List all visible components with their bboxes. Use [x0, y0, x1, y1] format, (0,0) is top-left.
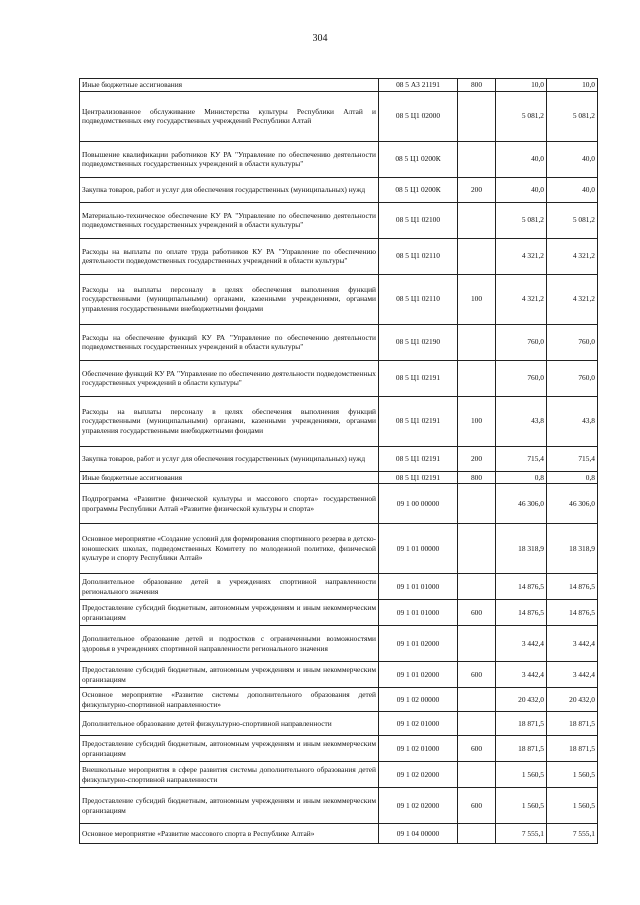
- row-amount-1: 40,0: [496, 141, 547, 177]
- table-row: [80, 762, 598, 788]
- row-code: 09 1 02 01000: [379, 712, 458, 736]
- table-row: [80, 788, 598, 824]
- row-code: 08 5 Ц1 0200К: [379, 141, 458, 177]
- table-row: [80, 274, 598, 324]
- row-code: 08 5 Ц1 02190: [379, 324, 458, 360]
- row-amount-2: 5 081,2: [547, 202, 598, 238]
- row-expense-type: [458, 712, 496, 736]
- row-code: 09 1 01 01000: [379, 600, 458, 626]
- row-code: 09 1 01 02000: [379, 626, 458, 662]
- row-amount-1: 40,0: [496, 177, 547, 202]
- row-name: Подпрограмма «Развитие физической культуры и массового спорта» государственной программы Республики Алтай «Развитие физической культуры и спорта»: [80, 484, 379, 524]
- table-row: [80, 177, 598, 202]
- row-code: 09 1 01 02000: [379, 662, 458, 688]
- row-amount-2: 20 432,0: [547, 688, 598, 712]
- row-name: Расходы на выплаты персоналу в целях обеспечения выполнения функций государственными (муниципальными) органами, казенными учреждениями, органами управления государственными внебюджетными фондами: [80, 396, 379, 446]
- row-code: 09 1 02 01000: [379, 736, 458, 762]
- row-amount-2: 40,0: [547, 141, 598, 177]
- row-amount-2: 7 555,1: [547, 824, 598, 844]
- table-row: [80, 484, 598, 524]
- table-row: [80, 626, 598, 662]
- row-name: Расходы на выплаты персоналу в целях обеспечения выполнения функций государственными (муниципальными) органами, казенными учреждениями, органами управления государственными внебюджетными фондами: [80, 274, 379, 324]
- row-name: Предоставление субсидий бюджетным, автономным учреждениям и иным некоммерческим организациям: [80, 736, 379, 762]
- row-code: 09 1 04 00000: [379, 824, 458, 844]
- row-code: 09 1 02 00000: [379, 688, 458, 712]
- row-amount-1: 5 081,2: [496, 91, 547, 141]
- row-expense-type: [458, 91, 496, 141]
- row-expense-type: [458, 238, 496, 274]
- table-row: [80, 688, 598, 712]
- row-code: 09 1 02 02000: [379, 762, 458, 788]
- row-amount-1: 4 321,2: [496, 238, 547, 274]
- row-name: Иные бюджетные ассигнования: [80, 79, 379, 92]
- row-name: Материально-техническое обеспечение КУ РА "Управление по обеспечению деятельности подведомственных государственных учреждений в области культуры": [80, 202, 379, 238]
- row-expense-type: 200: [458, 177, 496, 202]
- row-amount-2: 40,0: [547, 177, 598, 202]
- row-expense-type: [458, 688, 496, 712]
- table-row: [80, 141, 598, 177]
- row-name: Расходы на выплаты по оплате труда работников КУ РА "Управление по обеспечению деятельности подведомственных государственных учреждений в области культуры": [80, 238, 379, 274]
- row-code: 08 5 Ц1 02191: [379, 360, 458, 396]
- table-row: [80, 524, 598, 574]
- table-row: [80, 79, 598, 92]
- row-code: 08 5 А3 21191: [379, 79, 458, 92]
- row-expense-type: 600: [458, 788, 496, 824]
- table-row: [80, 324, 598, 360]
- row-expense-type: 800: [458, 79, 496, 92]
- row-expense-type: [458, 824, 496, 844]
- row-expense-type: [458, 626, 496, 662]
- row-amount-1: 10,0: [496, 79, 547, 92]
- row-amount-2: 3 442,4: [547, 662, 598, 688]
- row-name: Внешкольные мероприятия в сфере развития системы дополнительного образования детей физкультурно-спортивной направленности: [80, 762, 379, 788]
- row-name: Централизованное обслуживание Министерства культуры Республики Алтай и подведомственных ему государственных учреждений Республики Алтай: [80, 91, 379, 141]
- row-expense-type: 100: [458, 396, 496, 446]
- row-expense-type: 600: [458, 662, 496, 688]
- table-row: [80, 238, 598, 274]
- row-name: Иные бюджетные ассигнования: [80, 471, 379, 484]
- row-amount-2: 0,8: [547, 471, 598, 484]
- table-row: [80, 471, 598, 484]
- table-row: [80, 91, 598, 141]
- row-expense-type: [458, 141, 496, 177]
- table-row: [80, 600, 598, 626]
- row-amount-1: 4 321,2: [496, 274, 547, 324]
- row-code: 08 5 Ц1 02000: [379, 91, 458, 141]
- row-name: Дополнительное образование детей и подростков с ограниченными возможностями здоровья в учреждениях спортивной направленности регионального значения: [80, 626, 379, 662]
- table-row: [80, 574, 598, 600]
- row-amount-2: 46 306,0: [547, 484, 598, 524]
- row-amount-2: 14 876,5: [547, 574, 598, 600]
- row-expense-type: 600: [458, 736, 496, 762]
- row-amount-1: 18 871,5: [496, 712, 547, 736]
- row-amount-2: 1 560,5: [547, 788, 598, 824]
- row-name: Повышение квалификации работников КУ РА "Управление по обеспечению деятельности подведомственных государственных учреждений в области культуры": [80, 141, 379, 177]
- row-code: 09 1 01 00000: [379, 524, 458, 574]
- row-amount-2: 715,4: [547, 446, 598, 471]
- row-amount-2: 1 560,5: [547, 762, 598, 788]
- row-amount-1: 0,8: [496, 471, 547, 484]
- row-code: 08 5 Ц1 02191: [379, 446, 458, 471]
- row-amount-1: 3 442,4: [496, 626, 547, 662]
- row-amount-1: 5 081,2: [496, 202, 547, 238]
- row-amount-2: 760,0: [547, 324, 598, 360]
- row-amount-2: 4 321,2: [547, 274, 598, 324]
- table-row: [80, 662, 598, 688]
- row-name: Обеспечение функций КУ РА "Управление по обеспечению деятельности подведомственных государственных учреждений в области культуры": [80, 360, 379, 396]
- table-row: [80, 824, 598, 844]
- row-code: 09 1 00 00000: [379, 484, 458, 524]
- row-code: 08 5 Ц1 02110: [379, 274, 458, 324]
- row-name: Дополнительное образование детей в учреждениях спортивной направленности регионального значения: [80, 574, 379, 600]
- row-amount-1: 20 432,0: [496, 688, 547, 712]
- row-amount-1: 3 442,4: [496, 662, 547, 688]
- row-amount-2: 10,0: [547, 79, 598, 92]
- row-name: Закупка товаров, работ и услуг для обеспечения государственных (муниципальных) нужд: [80, 446, 379, 471]
- row-expense-type: 600: [458, 600, 496, 626]
- row-amount-1: 14 876,5: [496, 574, 547, 600]
- row-code: 08 5 Ц1 02110: [379, 238, 458, 274]
- row-code: 09 1 01 01000: [379, 574, 458, 600]
- row-amount-1: 43,8: [496, 396, 547, 446]
- table-row: [80, 396, 598, 446]
- row-expense-type: [458, 324, 496, 360]
- row-amount-1: 46 306,0: [496, 484, 547, 524]
- table-row: [80, 736, 598, 762]
- row-expense-type: [458, 202, 496, 238]
- row-name: Предоставление субсидий бюджетным, автономным учреждениям и иным некоммерческим организациям: [80, 662, 379, 688]
- row-expense-type: [458, 484, 496, 524]
- row-amount-2: 14 876,5: [547, 600, 598, 626]
- row-expense-type: [458, 762, 496, 788]
- row-code: 09 1 02 02000: [379, 788, 458, 824]
- row-amount-1: 760,0: [496, 360, 547, 396]
- row-code: 08 5 Ц1 02191: [379, 471, 458, 484]
- row-amount-2: 3 442,4: [547, 626, 598, 662]
- row-amount-1: 18 871,5: [496, 736, 547, 762]
- row-amount-2: 5 081,2: [547, 91, 598, 141]
- table-row: [80, 446, 598, 471]
- page-number: 304: [312, 33, 328, 44]
- row-name: Дополнительное образование детей физкультурно-спортивной направленности: [80, 712, 379, 736]
- row-amount-2: 18 871,5: [547, 736, 598, 762]
- row-amount-2: 18 318,9: [547, 524, 598, 574]
- row-expense-type: 100: [458, 274, 496, 324]
- table-row: [80, 712, 598, 736]
- row-amount-2: 18 871,5: [547, 712, 598, 736]
- table-row: [80, 360, 598, 396]
- row-expense-type: [458, 524, 496, 574]
- row-name: Основное мероприятие «Развитие системы дополнительного образования детей физкультурно-спортивной направленности»: [80, 688, 379, 712]
- row-name: Основное мероприятие «Развитие массового спорта в Республике Алтай»: [80, 824, 379, 844]
- row-expense-type: 200: [458, 446, 496, 471]
- row-amount-1: 715,4: [496, 446, 547, 471]
- row-amount-1: 1 560,5: [496, 762, 547, 788]
- row-name: Предоставление субсидий бюджетным, автономным учреждениям и иным некоммерческим организациям: [80, 788, 379, 824]
- row-name: Основное мероприятие «Создание условий для формирования спортивного резерва в детско-юношеских школах, подведомственных Комитету по молодежной политике, физической культуре и спорту Республики Алтай»: [80, 524, 379, 574]
- row-amount-1: 14 876,5: [496, 600, 547, 626]
- budget-table: [79, 78, 598, 844]
- row-code: 08 5 Ц1 02191: [379, 396, 458, 446]
- row-code: 08 5 Ц1 0200К: [379, 177, 458, 202]
- row-amount-1: 7 555,1: [496, 824, 547, 844]
- row-amount-2: 4 321,2: [547, 238, 598, 274]
- row-name: Предоставление субсидий бюджетным, автономным учреждениям и иным некоммерческим организациям: [80, 600, 379, 626]
- table-row: [80, 202, 598, 238]
- row-expense-type: [458, 574, 496, 600]
- row-code: 08 5 Ц1 02100: [379, 202, 458, 238]
- row-amount-1: 760,0: [496, 324, 547, 360]
- row-name: Расходы на обеспечение функций КУ РА "Управление по обеспечению деятельности подведомственных государственных учреждений в области культуры": [80, 324, 379, 360]
- row-expense-type: 800: [458, 471, 496, 484]
- row-amount-2: 43,8: [547, 396, 598, 446]
- row-amount-2: 760,0: [547, 360, 598, 396]
- row-expense-type: [458, 360, 496, 396]
- row-amount-1: 1 560,5: [496, 788, 547, 824]
- row-name: Закупка товаров, работ и услуг для обеспечения государственных (муниципальных) нужд: [80, 177, 379, 202]
- row-amount-1: 18 318,9: [496, 524, 547, 574]
